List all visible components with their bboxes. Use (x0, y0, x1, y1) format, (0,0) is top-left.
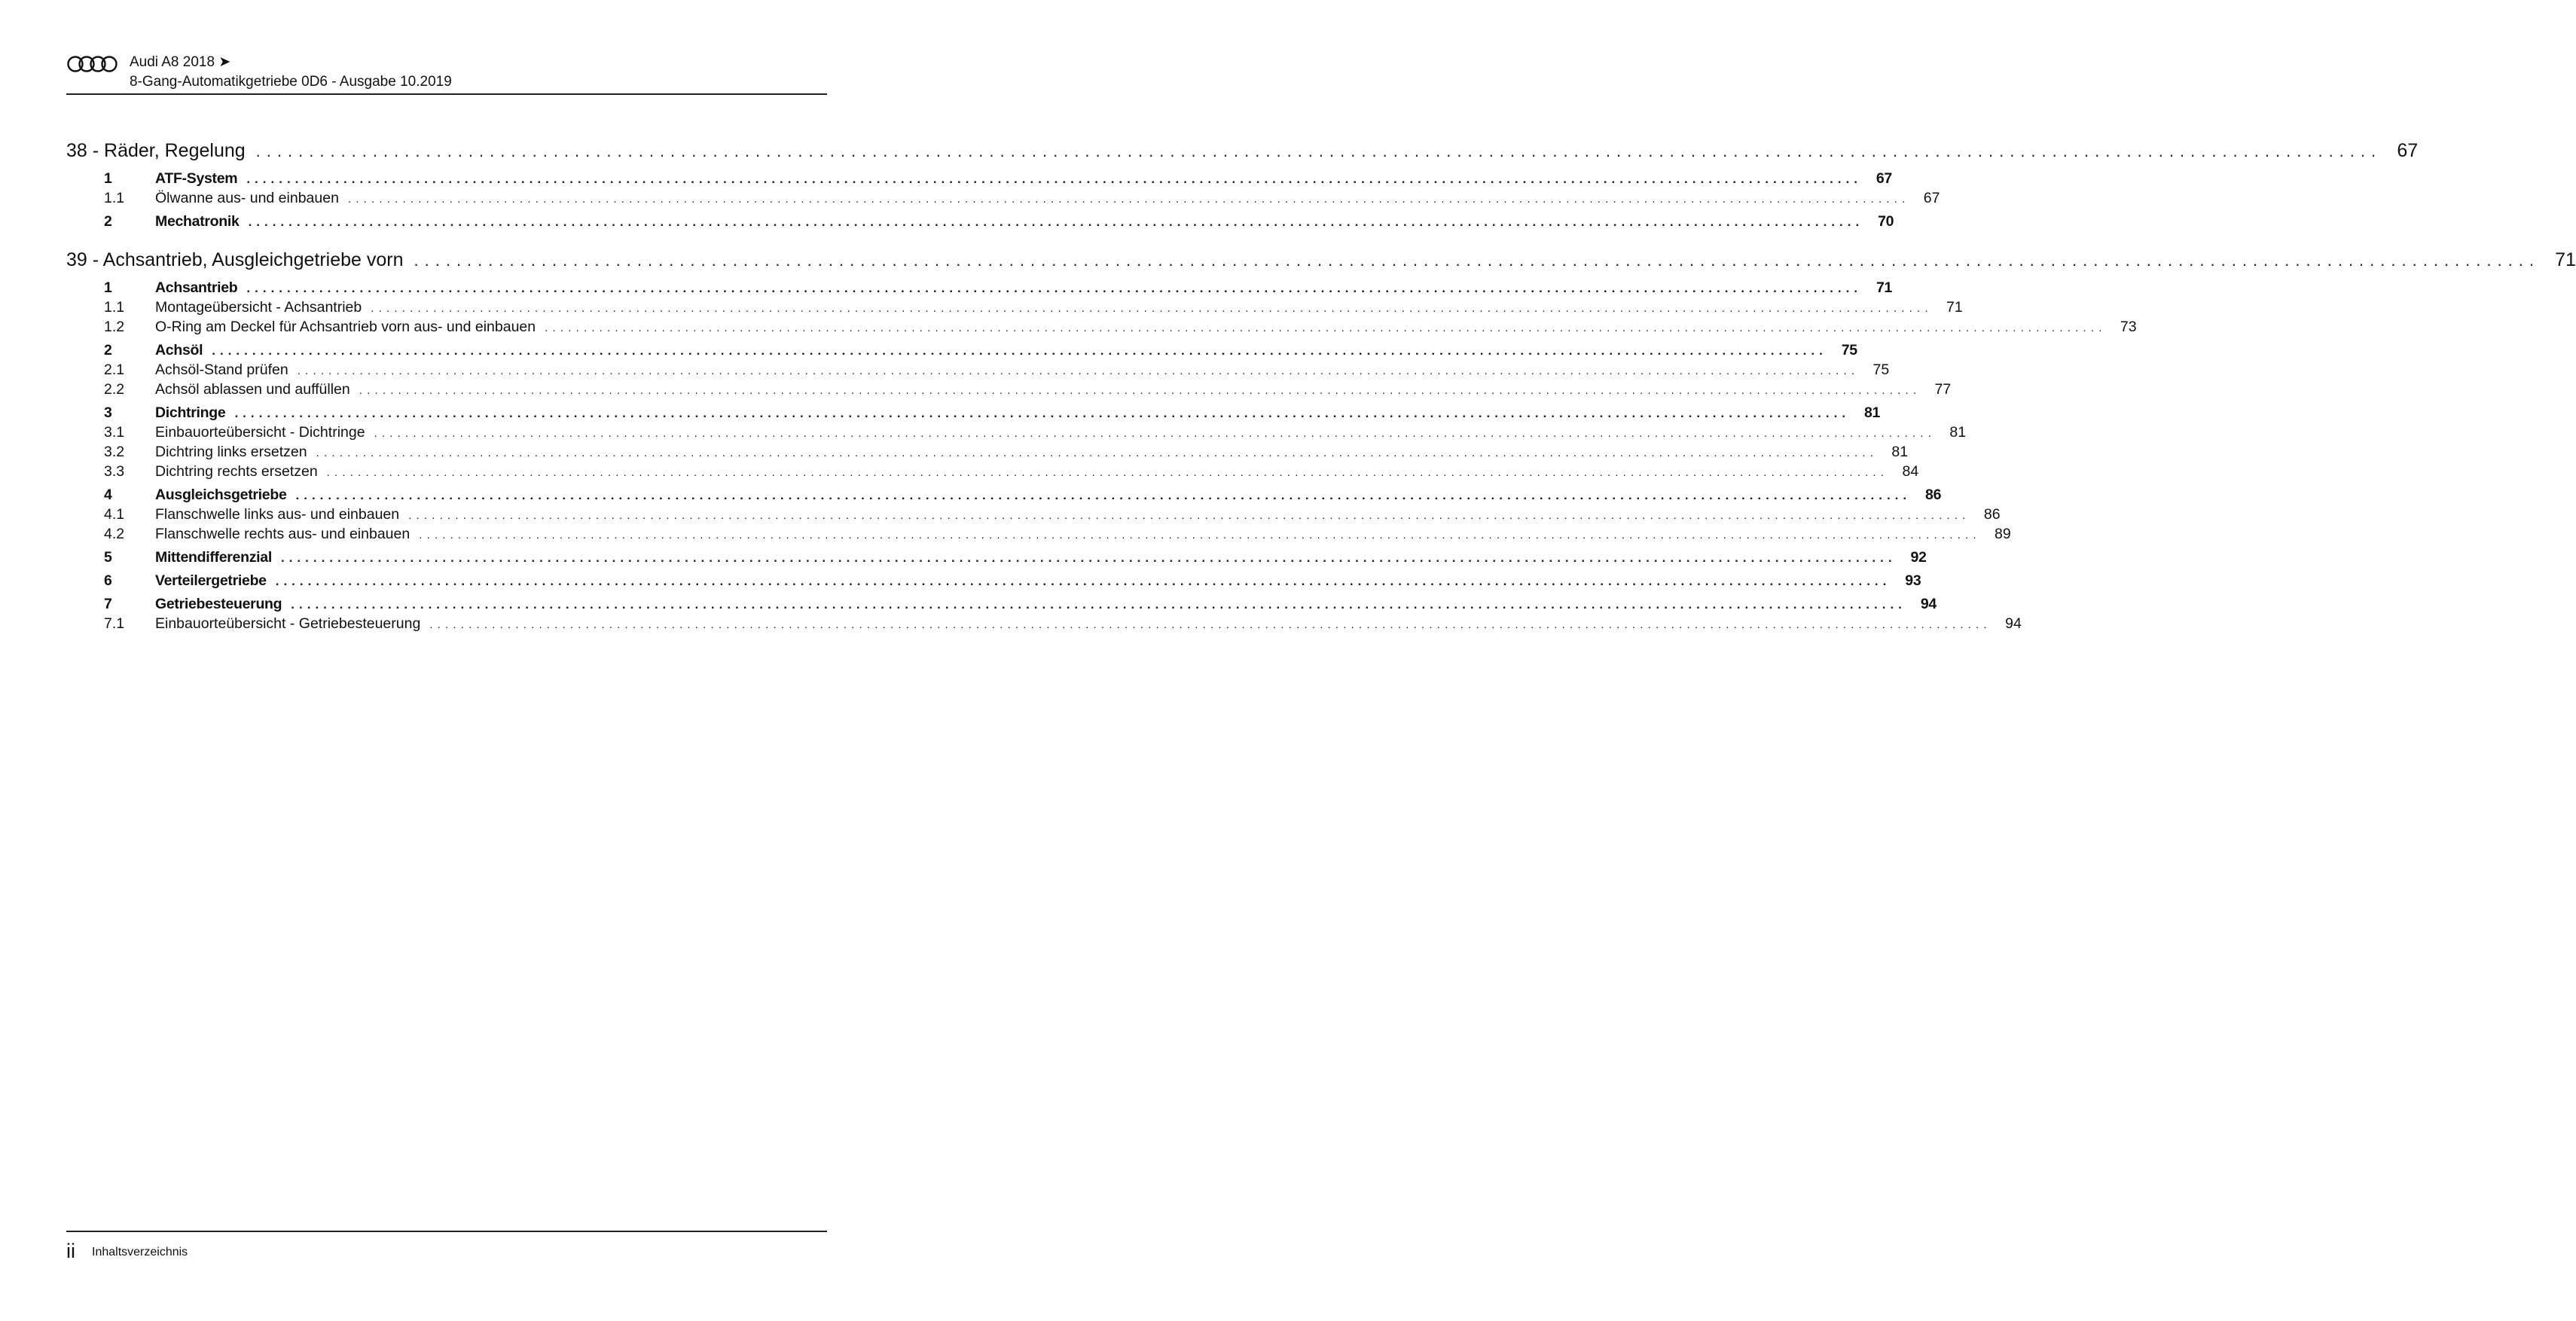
entry-page-number: 84 (1902, 463, 1919, 480)
document-subtitle: 8-Gang-Automatikgetriebe 0D6 - Ausgabe 10.2019 (130, 74, 452, 90)
entry-title: ATF-System (155, 170, 238, 187)
toc-subsection[interactable] (66, 444, 1909, 463)
entry-page-number: 77 (1934, 381, 1952, 398)
entry-page-number: 86 (1983, 506, 2001, 523)
entry-title: Dichtring rechts ersetzen (155, 463, 318, 480)
entry-page-number: 81 (1891, 444, 1909, 460)
dot-leader: ........................................................................................................................................................................................................ (316, 447, 1879, 459)
dot-leader: ........................................................................................................................................................................................................ (545, 322, 2107, 334)
entry-number: 4.1 (104, 506, 125, 523)
dot-leader: ........................................................................................................................................................................................................ (246, 172, 1862, 186)
page-header (66, 51, 827, 95)
toc-section[interactable] (66, 549, 1927, 569)
toc-section[interactable] (66, 487, 1942, 506)
dot-leader: ........................................................................................................................................................................................................ (234, 406, 1851, 420)
dot-leader: ........................................................................................................................................................................................................ (248, 215, 1864, 229)
entry-number: 1.2 (104, 319, 125, 335)
toc-subsection[interactable] (66, 615, 2022, 635)
chapter-page-number: 67 (2397, 140, 2419, 161)
entry-title: Achsantrieb (155, 279, 238, 296)
entry-title: Getriebesteuerung (155, 596, 282, 612)
toc-subsection[interactable] (66, 424, 1967, 444)
footer-label: Inhaltsverzeichnis (92, 1246, 188, 1258)
dot-leader: ........................................................................................................................................................................................................ (275, 574, 1891, 588)
entry-number: 1.1 (104, 299, 125, 316)
entry-number: 5 (104, 549, 112, 566)
toc-chapter[interactable] (66, 140, 2419, 170)
dot-leader: ........................................................................................................................................................................................................ (280, 551, 1897, 565)
dot-leader: ........................................................................................................................................................................................................ (408, 509, 1970, 522)
toc-subsection[interactable] (66, 362, 1890, 381)
dot-leader: ........................................................................................................................................................................................................ (414, 251, 2540, 270)
dot-leader: ........................................................................................................................................................................................................ (429, 618, 1992, 631)
entry-page-number: 94 (1920, 596, 1937, 612)
entry-number: 1 (104, 170, 112, 187)
entry-title: Einbauorteübersicht - Getriebesteuerung (155, 615, 421, 632)
toc-section[interactable] (66, 404, 1881, 424)
chapter-title: 38 - Räder, Regelung (66, 140, 246, 161)
dot-leader: ........................................................................................................................................................................................................ (374, 427, 1937, 440)
toc-subsection[interactable] (66, 190, 1940, 209)
entry-title: Flanschwelle links aus- und einbauen (155, 506, 400, 523)
toc-section[interactable] (66, 572, 1921, 592)
entry-title: Flanschwelle rechts aus- und einbauen (155, 526, 411, 542)
entry-number: 7.1 (104, 615, 125, 632)
dot-leader: ........................................................................................................................................................................................................ (297, 365, 1860, 377)
entry-page-number: 89 (1995, 526, 2011, 542)
entry-page-number: 81 (1863, 404, 1881, 421)
entry-title: Achsöl (155, 342, 203, 358)
toc-section[interactable] (66, 279, 1893, 299)
entry-page-number: 70 (1878, 213, 1894, 230)
entry-number: 2.2 (104, 381, 125, 398)
entry-page-number: 67 (1876, 170, 1892, 187)
dot-leader: ........................................................................................................................................................................................................ (419, 529, 1981, 542)
entry-title: Ausgleichsgetriebe (155, 487, 287, 503)
entry-title: Dichtringe (155, 404, 226, 421)
dot-leader: ........................................................................................................................................................................................................ (212, 343, 1827, 358)
entry-page-number: 92 (1910, 549, 1927, 566)
entry-number: 3.2 (104, 444, 125, 460)
entry-page-number: 71 (1946, 299, 1963, 316)
entry-number: 2 (104, 342, 112, 358)
dot-leader: ........................................................................................................................................................................................................ (326, 466, 1889, 479)
entry-number: 3 (104, 404, 112, 421)
entry-number: 3.1 (104, 424, 125, 441)
dot-leader: ........................................................................................................................................................................................................ (246, 281, 1863, 295)
dot-leader: ........................................................................................................................................................................................................ (347, 193, 1910, 206)
entry-page-number: 71 (1876, 279, 1893, 296)
entry-number: 4.2 (104, 526, 125, 542)
entry-number: 6 (104, 572, 112, 589)
entry-title: Verteilergetriebe (155, 572, 267, 589)
dot-leader: ........................................................................................................................................................................................................ (255, 142, 2382, 160)
entry-page-number: 75 (1841, 342, 1857, 358)
footer-page-number: ii (66, 1240, 75, 1262)
entry-page-number: 86 (1925, 487, 1942, 503)
table-of-contents (66, 140, 2576, 635)
entry-page-number: 81 (1949, 424, 1967, 441)
entry-title: Achsöl-Stand prüfen (155, 362, 288, 378)
entry-number: 1 (104, 279, 112, 296)
toc-section[interactable] (66, 170, 1892, 190)
dot-leader: ........................................................................................................................................................................................................ (295, 488, 1912, 502)
toc-section[interactable] (66, 213, 1894, 233)
entry-page-number: 67 (1923, 190, 1940, 206)
entry-title: O-Ring am Deckel für Achsantrieb vorn aus- und einbauen (155, 319, 536, 335)
entry-title: Ölwanne aus- und einbauen (155, 190, 339, 206)
toc-section[interactable] (66, 596, 1937, 615)
entry-page-number: 75 (1872, 362, 1890, 378)
dot-leader: ........................................................................................................................................................................................................ (359, 384, 1921, 397)
entry-title: Montageübersicht - Achsantrieb (155, 299, 362, 316)
audi-rings-logo-icon (66, 55, 119, 73)
document-title: Audi A8 2018 ➤ (130, 54, 231, 70)
dot-leader: ........................................................................................................................................................................................................ (291, 597, 1906, 612)
entry-number: 7 (104, 596, 112, 612)
toc-chapter[interactable] (66, 249, 2576, 279)
entry-page-number: 93 (1905, 572, 1921, 589)
entry-number: 2 (104, 213, 112, 230)
entry-number: 1.1 (104, 190, 125, 206)
toc-subsection[interactable] (66, 299, 1963, 319)
toc-subsection[interactable] (66, 463, 1919, 483)
entry-number: 2.1 (104, 362, 125, 378)
dot-leader: ........................................................................................................................................................................................................ (371, 302, 1933, 315)
entry-title: Einbauorteübersicht - Dichtringe (155, 424, 365, 441)
chapter-page-number: 71 (2555, 249, 2576, 270)
entry-number: 3.3 (104, 463, 125, 480)
toc-subsection[interactable] (66, 319, 2137, 338)
page-footer (66, 1231, 827, 1262)
entry-number: 4 (104, 487, 112, 503)
entry-title: Mittendifferenzial (155, 549, 272, 566)
chapter-title: 39 - Achsantrieb, Ausgleichgetriebe vorn (66, 249, 404, 270)
toc-subsection[interactable] (66, 381, 1952, 401)
toc-subsection[interactable] (66, 526, 2011, 545)
entry-title: Achsöl ablassen und auffüllen (155, 381, 350, 398)
entry-page-number: 94 (2005, 615, 2022, 632)
toc-subsection[interactable] (66, 506, 2001, 526)
entry-page-number: 73 (2120, 319, 2137, 335)
entry-title: Dichtring links ersetzen (155, 444, 307, 460)
toc-section[interactable] (66, 342, 1857, 362)
entry-title: Mechatronik (155, 213, 240, 230)
